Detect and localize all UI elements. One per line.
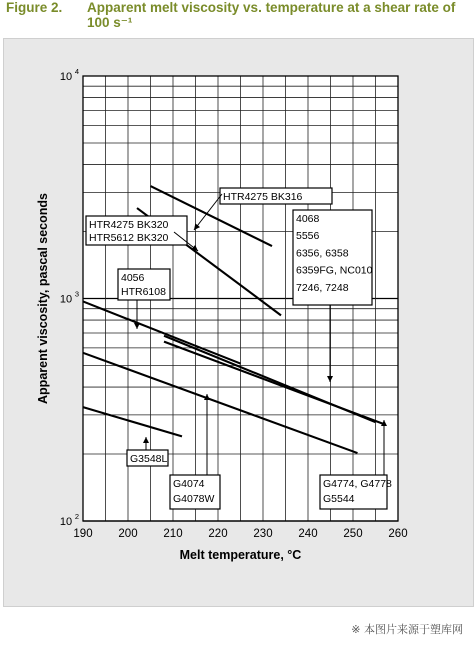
x-tick-label: 260 [388, 528, 408, 540]
figure-caption: Apparent melt viscosity vs. temperature at a shear rate of 100 s⁻¹ [87, 0, 456, 30]
y-tick-label: 10 [59, 293, 73, 306]
annotation-label: G3548L [130, 453, 168, 465]
annotation-label: G4074 [173, 478, 205, 490]
annotation-label: HTR4275 BK316 [223, 191, 303, 203]
annotation-label: G5544 [323, 493, 355, 505]
annotation-label: HTR5612 BK320 [89, 232, 169, 244]
x-tick-label: 200 [118, 528, 138, 540]
x-tick-label: 190 [73, 528, 93, 540]
y-tick-exponent: 3 [74, 289, 80, 299]
x-tick-label: 210 [163, 528, 183, 540]
x-axis-label: Melt temperature, °C [179, 548, 302, 562]
annotation-label: 6356, 6358 [296, 247, 349, 260]
annotation-label: G4078W [173, 493, 215, 505]
y-axis-label: Apparent viscosity, pascal seconds [36, 193, 50, 404]
x-tick-label: 240 [298, 528, 318, 540]
annotation-label: 6359FG, NC010 [296, 264, 373, 277]
annotation-label: HTR6108 [121, 286, 166, 298]
annotation-label: G4774, G4778 [323, 478, 392, 490]
source-watermark: ※ 本图片来源于塑库网 [351, 623, 463, 636]
x-tick-label: 250 [343, 528, 363, 540]
annotation-label: 4068 [296, 213, 320, 225]
annotation-label: HTR4275 BK320 [89, 219, 169, 231]
figure-number: Figure 2. [6, 0, 63, 15]
x-tick-label: 220 [208, 528, 228, 540]
annotation-label: 7246, 7248 [296, 281, 349, 294]
y-tick-exponent: 4 [74, 67, 80, 76]
y-tick-label: 10 [59, 71, 73, 83]
annotation-label: 4056 [121, 272, 145, 284]
chart-panel [3, 38, 474, 607]
y-tick-label: 10 [59, 516, 73, 528]
y-tick-exponent: 2 [74, 512, 80, 521]
x-tick-label: 230 [253, 528, 273, 540]
viscosity-chart [4, 39, 473, 606]
annotation-label: 5556 [296, 230, 320, 243]
